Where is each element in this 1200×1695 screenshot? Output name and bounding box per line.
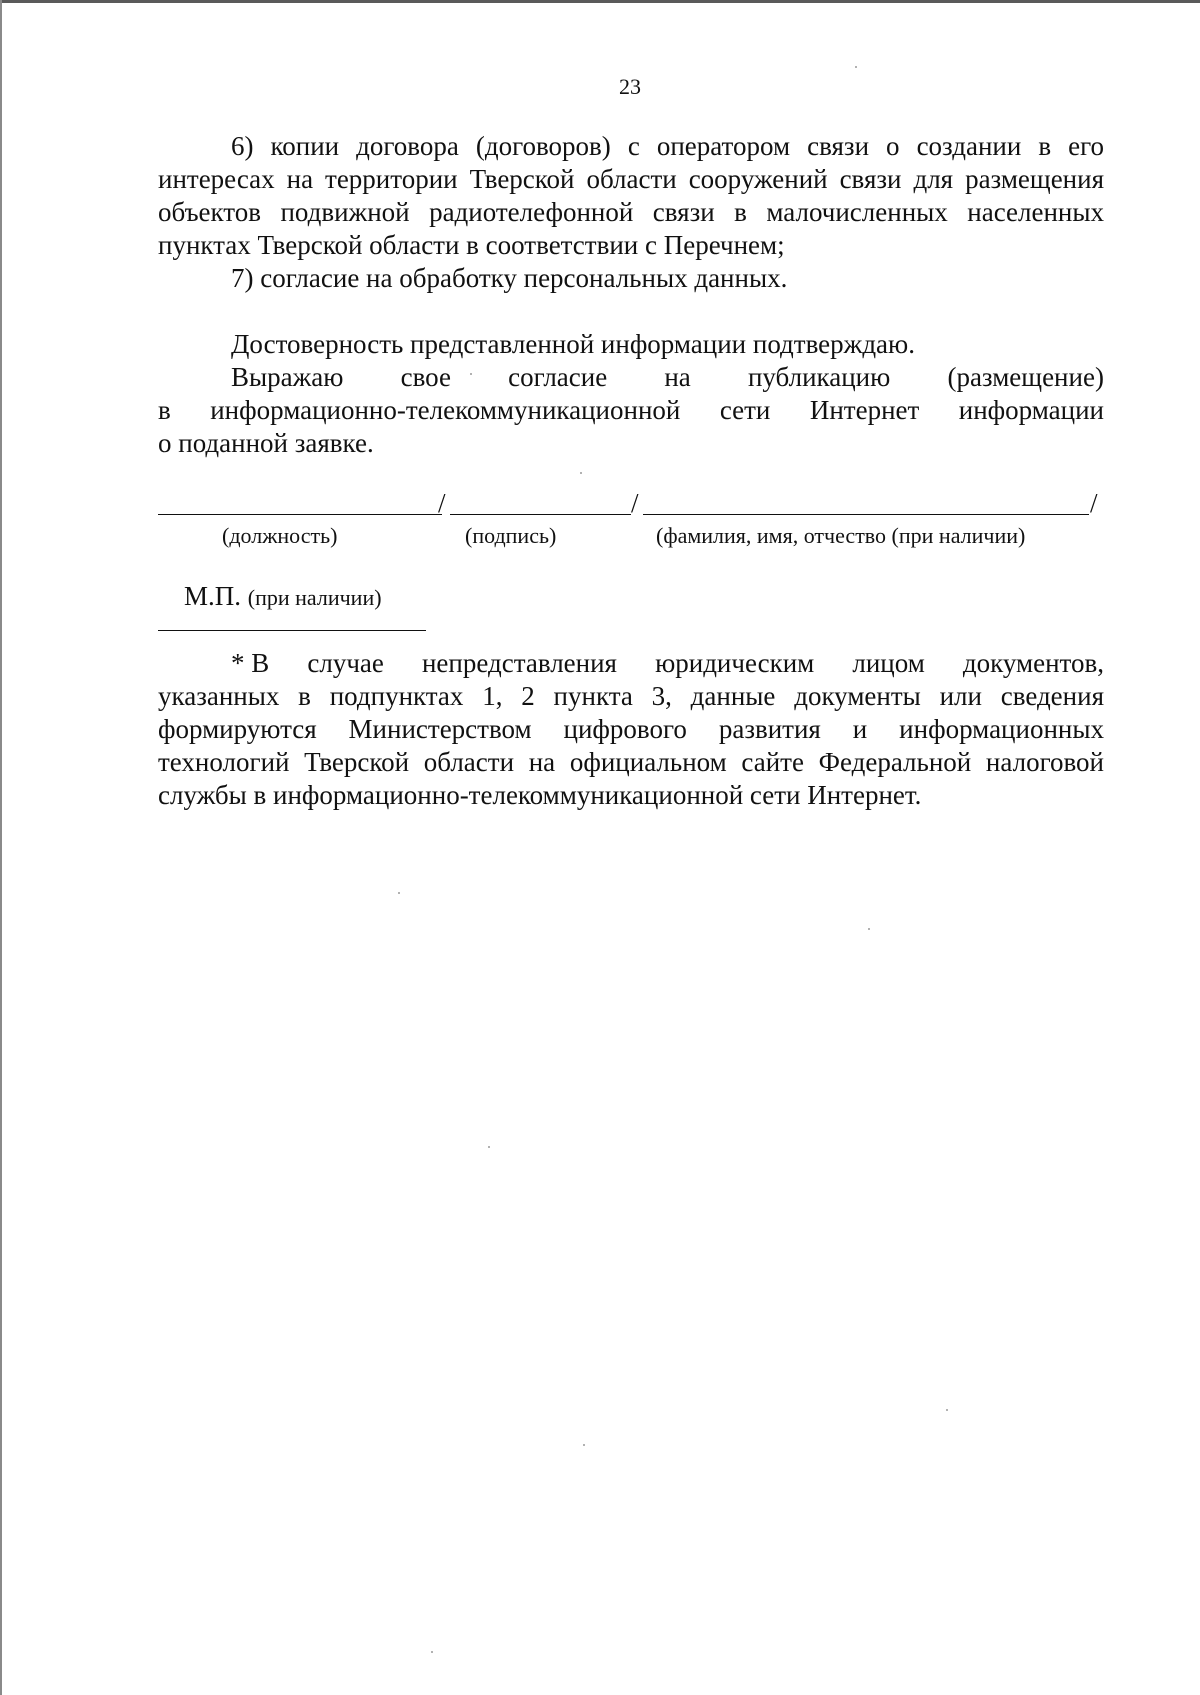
footnote-line-1 [158, 647, 1104, 680]
confirmation-line [158, 328, 1104, 361]
page-number: 23 [619, 74, 641, 99]
confirmation-text: Достоверность представленной информации подтверждаю. [231, 329, 915, 359]
item-6-line-3-text: объектов подвижной радиотелефонной связи в малочисленных населенных [158, 197, 1104, 227]
consent-word: публикацию [747, 362, 891, 392]
footnote-line-5 [158, 779, 1104, 812]
item-6-line-1 [158, 130, 1104, 163]
footnote-word: * В [231, 648, 270, 678]
item-6-line-2-text: интересах на территории Тверской области сооружений связи для размещения [158, 164, 1104, 194]
footnote-line-2 [158, 680, 1104, 713]
scan-speck [431, 1651, 433, 1653]
name-signature-line [643, 514, 1089, 515]
signature-caption: (подпись) [465, 523, 557, 548]
scan-speck [398, 892, 400, 894]
footnote-word: юридическим [655, 648, 815, 678]
consent-line-1 [158, 361, 1104, 394]
item-6-line-1-text: 6) копии договора (договоров) с оператором связи о создании в его [231, 131, 1104, 161]
scan-speck [855, 66, 857, 68]
consent-line-3 [158, 427, 1104, 460]
consent-word: свое [400, 362, 451, 392]
scan-speck [946, 1409, 948, 1411]
slash-separator: / [631, 488, 639, 518]
slash-separator: / [1090, 488, 1098, 518]
consent-word: информационно-телекоммуникационной [210, 395, 681, 425]
consent-line-2 [158, 394, 1104, 427]
consent-word: сети [719, 395, 771, 425]
footnote-line-3 [158, 713, 1104, 746]
signature-signature-line [450, 514, 631, 515]
consent-word: согласие [508, 362, 608, 392]
item-6-line-4 [158, 229, 1104, 262]
footnote-line-3-text: формируются Министерством цифрового развития и информационных [158, 714, 1104, 744]
position-caption: (должность) [222, 523, 338, 548]
scan-edge-top [0, 0, 1200, 3]
consent-word: в [158, 395, 171, 425]
scan-speck [470, 373, 472, 375]
footnote-line-4-text: технологий Тверской области на официальном сайте Федеральной налоговой [158, 747, 1104, 777]
footnote-last-text: службы в информационно-телекоммуникационной сети Интернет. [158, 780, 922, 810]
slash-separator: / [438, 488, 446, 518]
stamp-label: М.П. [184, 581, 242, 611]
consent-last-text: о поданной заявке. [158, 428, 374, 458]
scan-speck [488, 1146, 490, 1148]
item-6-line-2 [158, 163, 1104, 196]
consent-word: информации [958, 395, 1104, 425]
consent-word: Выражаю [231, 362, 344, 392]
item-6-line-4-text: пунктах Тверской области в соответствии с Перечнем; [158, 230, 785, 260]
item-7-text: 7) согласие на обработку персональных данных. [231, 263, 788, 293]
consent-word: Интернет [809, 395, 920, 425]
item-7-line [158, 262, 1104, 295]
scan-speck [583, 1444, 585, 1446]
stamp-note: (при наличии) [247, 585, 382, 610]
footnote-word: лицом [852, 648, 925, 678]
consent-word: на [664, 362, 691, 392]
footnote-word: случае [307, 648, 384, 678]
footnote-line-4 [158, 746, 1104, 779]
name-caption: (фамилия, имя, отчество (при наличии) [656, 523, 1026, 548]
footnote-line-2-text: указанных в подпунктах 1, 2 пункта 3, данные документы или сведения [158, 681, 1104, 711]
footnote-word: документов, [962, 648, 1104, 678]
footnote-word: непредставления [421, 648, 617, 678]
position-signature-line [158, 514, 442, 515]
scan-edge-left [0, 0, 2, 1695]
footnote-rule [158, 630, 426, 631]
consent-word: (размещение) [947, 362, 1104, 392]
item-6-line-3 [158, 196, 1104, 229]
scan-speck [868, 928, 870, 930]
stamp-place [184, 581, 382, 612]
scan-speck [580, 472, 582, 474]
